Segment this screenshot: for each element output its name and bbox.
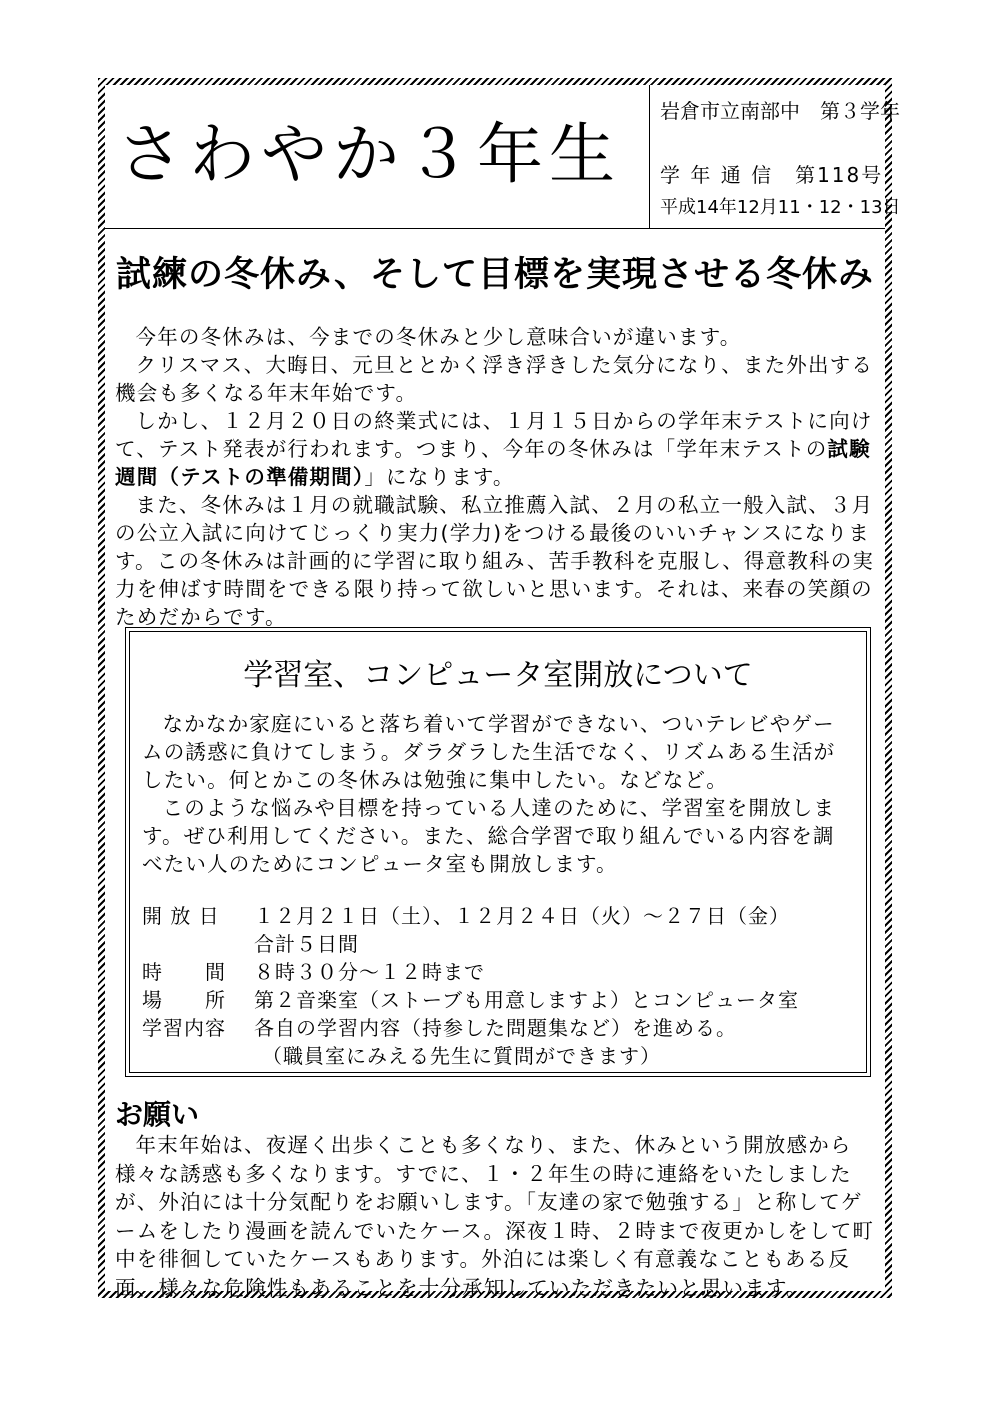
notice-body xyxy=(142,710,856,878)
open-days-label: 開 放 日 xyxy=(142,904,220,928)
intro-p3-end: 」になります。 xyxy=(364,465,515,489)
issue-number: 学 年 通 信 第118号 xyxy=(660,163,884,187)
intro-paragraph-4: また、冬休みは１月の就職試験、私立推薦入試、２月の私立一般入試、３月の公立入試に向けてじっくり実力(学力)をつける最後のいいチャンスになります。この冬休みは計画的に学習に取り組み、苦手教科を克服し、得意教科の実力を伸ばす時間をできる限り持って欲しいと思います。それは、来春の笑顔のためだからです。 xyxy=(115,493,875,629)
schedule-row-open-total xyxy=(142,930,858,958)
main-headline: 試練の冬休み、そして目標を実現させる冬休み xyxy=(115,255,875,295)
time-label: 時 間 xyxy=(142,960,226,984)
content-value: 各自の学習内容（持参した問題集など）を進める。 xyxy=(254,1016,737,1040)
intro-paragraph-2: クリスマス、大晦日、元旦ととかく浮き浮きした気分になり、また外出する機会も多くなる年末年始です。 xyxy=(115,353,874,405)
school-name: 岩倉市立南部中 第３学年 xyxy=(660,99,900,123)
content-label: 学習内容 xyxy=(142,1016,226,1040)
place-label: 場 所 xyxy=(142,988,226,1012)
intro-p3-text: しかし、１２月２０日の終業式には、１月１５日からの学年末テストに向けて、テスト発表が行われます。つまり、今年の冬休みは「学年末テストの xyxy=(115,409,873,461)
request-heading: お願い xyxy=(115,1098,200,1131)
intro-paragraph-1: 今年の冬休みは、今までの冬休みと少し意味合いが違います。 xyxy=(135,325,742,349)
notice-paragraph-1: なかなか家庭にいると落ち着いて学習ができない、ついテレビやゲームの誘惑に負けてしまう。ダラダラした生活でなく、リズムある生活がしたい。何とかこの冬休みは勉強に集中したい。などなど。 xyxy=(142,712,836,792)
request-body xyxy=(115,1131,881,1302)
notice-paragraph-2: このような悩みや目標を持っている人達のために、学習室を開放します。ぜひ利用してください。また、総合学習で取り組んでいる内容を調べたい人のためにコンピュータ室も開放します。 xyxy=(142,796,836,876)
schedule-row-place xyxy=(142,986,858,1014)
place-value: 第２音楽室（ストーブも用意しますよ）とコンピュータ室 xyxy=(254,988,799,1012)
schedule-row-content xyxy=(142,1014,858,1042)
open-days-total: 合計５日間 xyxy=(254,932,359,956)
notice-title: 学習室、コンピュータ室開放について xyxy=(243,658,753,693)
intro-paragraph-3 xyxy=(115,407,881,491)
study-room-notice-box xyxy=(125,627,871,1077)
time-value: ８時３０分～１２時まで xyxy=(254,960,485,984)
intro-article xyxy=(115,323,881,631)
schedule-row-content-note xyxy=(142,1042,858,1070)
page-content xyxy=(105,85,901,1300)
request-paragraph: 年末年始は、夜遅く出歩くことも多くなり、また、休みという開放感から様々な誘惑も多くなります。すでに、１・２年生の時に連絡をいたしましたが、外泊には十分気配りをお願いします。「友達の家で勉強する」と称してゲームをしたり漫画を読んでいたケース。深夜１時、２時まで夜更かしをして町中を徘徊していたケースもあります。外泊には楽しく有意義なこともある反面、様々な危険性もあることを十分承知していただきたいと思います。 xyxy=(115,1133,875,1300)
open-days-value: １２月２１日（土）、１２月２４日（火）～２７日（金） xyxy=(254,904,790,928)
exam-week-emphasis: 試験週間（テストの準備期間） xyxy=(115,437,871,489)
schedule-row-time xyxy=(142,958,858,986)
hatched-page-border xyxy=(98,78,901,1300)
schedule-row-open-days xyxy=(142,902,858,930)
newsletter-title: さわやか３年生 xyxy=(117,116,621,193)
schedule-table xyxy=(142,902,858,1070)
issue-info-box xyxy=(649,85,901,228)
notice-inner-border xyxy=(129,631,867,1073)
content-note: （職員室にみえる先生に質問ができます） xyxy=(262,1044,661,1068)
newsletter-header xyxy=(105,85,901,229)
issue-date: 平成14年12月11・12・13日 xyxy=(660,197,901,218)
